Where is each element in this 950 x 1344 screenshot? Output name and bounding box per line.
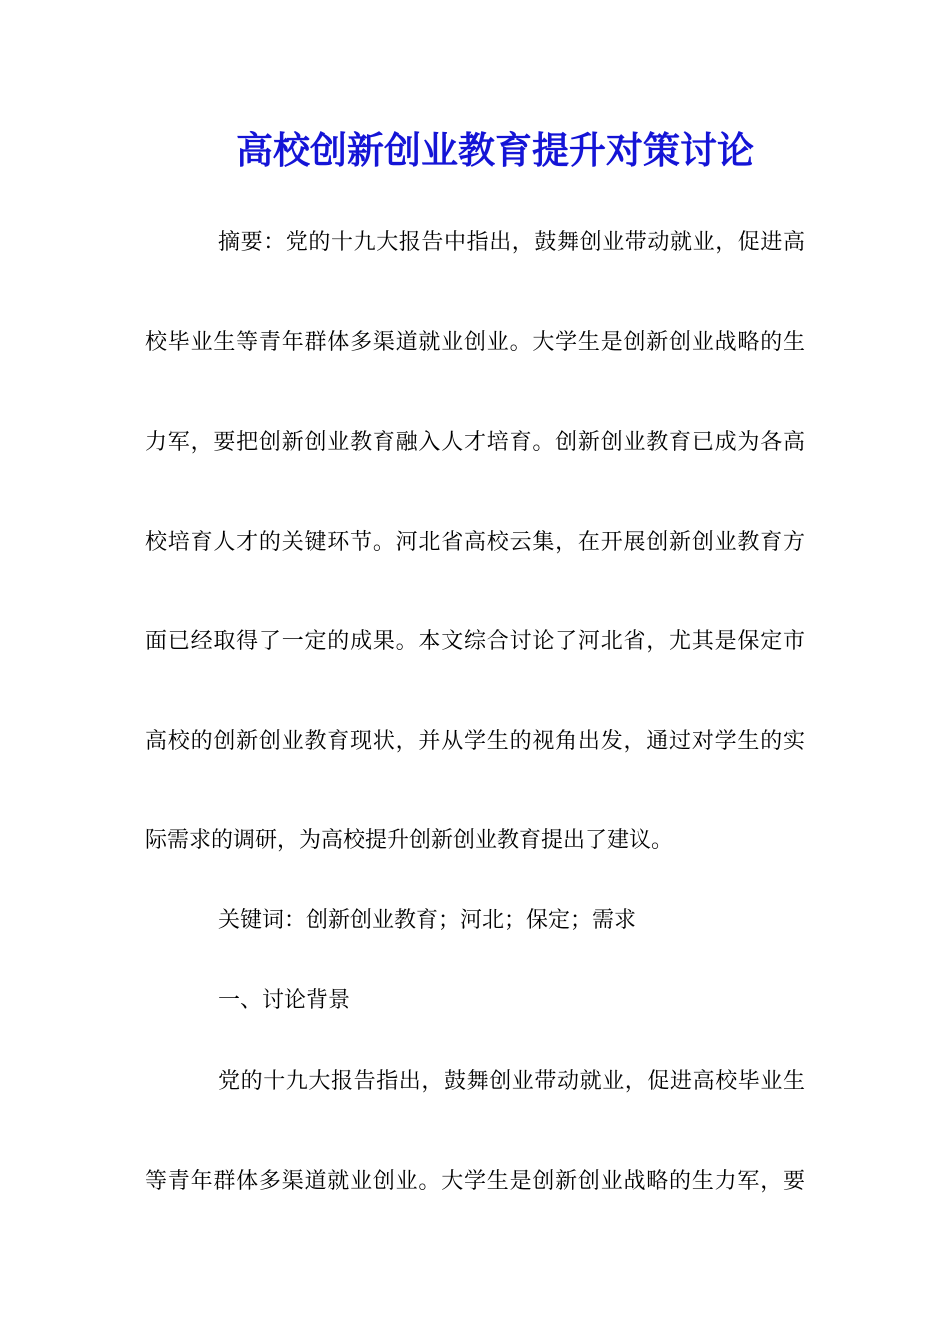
abstract-line: 校培育人才的关键环节。河北省高校云集，在开展创新创业教育方	[145, 530, 805, 555]
keywords-line: 关键词：创新创业教育；河北；保定；需求	[218, 908, 637, 933]
body-line: 党的十九大报告指出，鼓舞创业带动就业，促进高校毕业生	[218, 1069, 805, 1094]
abstract-line: 摘要：党的十九大报告中指出，鼓舞创业带动就业，促进高	[218, 230, 805, 255]
section-heading: 一、讨论背景	[218, 988, 351, 1013]
document-title: 高校创新创业教育提升对策讨论	[236, 128, 754, 172]
body-line: 等青年群体多渠道就业创业。大学生是创新创业战略的生力军，要	[145, 1169, 805, 1194]
abstract-line: 高校的创新创业教育现状，并从学生的视角出发，通过对学生的实	[145, 729, 805, 754]
abstract-line: 际需求的调研，为高校提升创新创业教育提出了建议。	[145, 828, 674, 853]
abstract-line: 力军，要把创新创业教育融入人才培育。创新创业教育已成为各高	[145, 430, 805, 455]
abstract-line: 面已经取得了一定的成果。本文综合讨论了河北省，尤其是保定市	[145, 629, 805, 654]
abstract-line: 校毕业生等青年群体多渠道就业创业。大学生是创新创业战略的生	[145, 330, 805, 355]
